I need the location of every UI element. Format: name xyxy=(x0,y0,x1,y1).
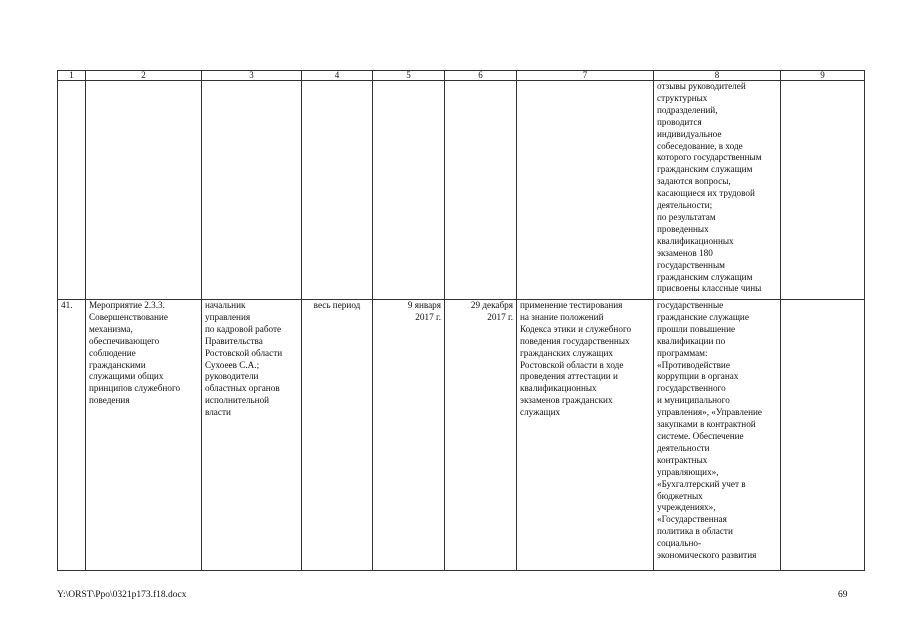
text-line: соблюдение xyxy=(89,347,136,358)
text-line: деятельности; xyxy=(657,200,713,211)
text-line: которого государственным xyxy=(657,152,762,163)
text-line: квалификационных xyxy=(520,383,597,394)
text-line: управляющих», xyxy=(657,466,719,477)
page-number: 69 xyxy=(838,590,848,600)
text-line: применение тестирования xyxy=(520,300,623,310)
text-line: индивидуальное xyxy=(657,128,722,139)
column-number: 1 xyxy=(58,71,86,81)
text-line: учреждениях», xyxy=(657,502,716,513)
text-line: политика в области xyxy=(657,526,733,537)
cell xyxy=(202,81,302,300)
text-line: экономического развития xyxy=(657,550,757,561)
text-line: квалификации по xyxy=(657,335,726,346)
text-line: коррупции в органах xyxy=(657,371,739,382)
results-cell xyxy=(654,81,781,300)
text-line: отзывы руководителей xyxy=(657,81,746,91)
column-number: 5 xyxy=(373,71,445,81)
column-number: 4 xyxy=(302,71,373,81)
cell xyxy=(781,81,865,300)
text-line: исполнительной xyxy=(205,395,270,406)
column-number: 6 xyxy=(445,71,517,81)
text-line: управления», «Управление xyxy=(657,407,762,418)
text-line: контрактных xyxy=(657,454,708,465)
text-line: проводится xyxy=(657,116,702,127)
text-line: Правительства xyxy=(205,335,263,346)
column-number: 8 xyxy=(654,71,781,81)
text-line: прошли повышение xyxy=(657,323,736,334)
note-cell xyxy=(781,300,865,571)
text-line: управления xyxy=(205,311,251,322)
text-line: подразделений, xyxy=(657,104,718,115)
text-line: механизма, xyxy=(89,323,133,334)
continuation-row xyxy=(58,81,865,300)
text-line: Мероприятие 2.3.3. xyxy=(89,300,165,310)
text-line: системе. Обеспечение xyxy=(657,430,744,441)
text-line: «Противодействие xyxy=(657,359,730,370)
cell xyxy=(445,81,517,300)
text-line: 2017 г. xyxy=(487,311,513,322)
text-line: программам: xyxy=(657,347,708,358)
text-line: гражданские служащие xyxy=(657,311,749,322)
table-row xyxy=(58,300,865,571)
text-line: гражданским служащим xyxy=(657,164,753,175)
file-path: Y:\ORST\Ppo\0321p173.f18.docx xyxy=(57,590,187,600)
text-line: 9 января xyxy=(407,300,441,310)
text-line: «Государственная xyxy=(657,514,727,525)
responsible-cell xyxy=(202,300,302,571)
text-line: по кадровой работе xyxy=(205,323,282,334)
text-line: областных органов xyxy=(205,383,280,394)
text-line: Кодекса этики и служебного xyxy=(520,323,632,334)
text-line: деятельности xyxy=(657,442,710,453)
text-line: служащих xyxy=(520,407,561,418)
text-line: присвоены классные чины xyxy=(657,283,762,294)
text-line: Сухоеев С.А.; xyxy=(205,359,260,370)
text-line: гражданскими xyxy=(89,359,146,370)
text-line: поведения государственных xyxy=(520,335,630,346)
measure-cell xyxy=(86,300,202,571)
cell xyxy=(517,81,654,300)
column-number: 2 xyxy=(86,71,202,81)
row-number: 41. xyxy=(58,300,86,571)
column-number: 7 xyxy=(517,71,654,81)
text-line: задаются вопросы, xyxy=(657,176,731,187)
column-number: 3 xyxy=(202,71,302,81)
end-date-cell xyxy=(445,300,517,571)
column-number-row xyxy=(58,71,865,81)
text-line: гражданским служащим xyxy=(657,271,753,282)
text-line: 2017 г. xyxy=(415,311,441,322)
column-number: 9 xyxy=(781,71,865,81)
text-line: Совершенствование xyxy=(89,311,168,322)
text-line: и муниципального xyxy=(657,395,730,406)
text-line: «Бухгалтерский учет в xyxy=(657,478,746,489)
text-line: руководители xyxy=(205,371,259,382)
text-line: государственным xyxy=(657,259,725,270)
text-line: по результатам xyxy=(657,211,716,222)
text-line: социально- xyxy=(657,538,702,549)
cell xyxy=(302,81,373,300)
period-cell: весь период xyxy=(302,300,373,571)
results-cell xyxy=(654,300,781,571)
text-line: экзаменов гражданских xyxy=(520,395,613,406)
text-line: закупками в контрактной xyxy=(657,419,756,430)
text-line: обеспечивающего xyxy=(89,335,160,346)
text-line: власти xyxy=(205,407,231,418)
text-line: на знание положений xyxy=(520,311,604,322)
text-line: экзаменов 180 xyxy=(657,247,713,258)
plan-table xyxy=(57,70,865,571)
text-line: государственного xyxy=(657,383,726,394)
text-line: служащими общих xyxy=(89,371,164,382)
text-line: касающиеся их трудовой xyxy=(657,188,755,199)
cell xyxy=(86,81,202,300)
start-date-cell xyxy=(373,300,445,571)
text-line: 29 декабря xyxy=(470,300,513,310)
text-line: поведения xyxy=(89,395,130,406)
text-line: проведения аттестации и xyxy=(520,371,618,382)
text-line: начальник xyxy=(205,300,246,310)
text-line: государственные xyxy=(657,300,724,310)
text-line: гражданских служащих xyxy=(520,347,613,358)
text-line: бюджетных xyxy=(657,490,703,501)
expected-result-cell xyxy=(517,300,654,571)
text-line: проведенных xyxy=(657,223,709,234)
text-line: принципов служебного xyxy=(89,383,181,394)
text-line: квалификационных xyxy=(657,235,734,246)
text-line: Ростовской области xyxy=(205,347,283,358)
cell xyxy=(373,81,445,300)
text-line: структурных xyxy=(657,92,708,103)
cell xyxy=(58,81,86,300)
text-line: Ростовской области в ходе xyxy=(520,359,624,370)
text-line: собеседование, в ходе xyxy=(657,140,743,151)
